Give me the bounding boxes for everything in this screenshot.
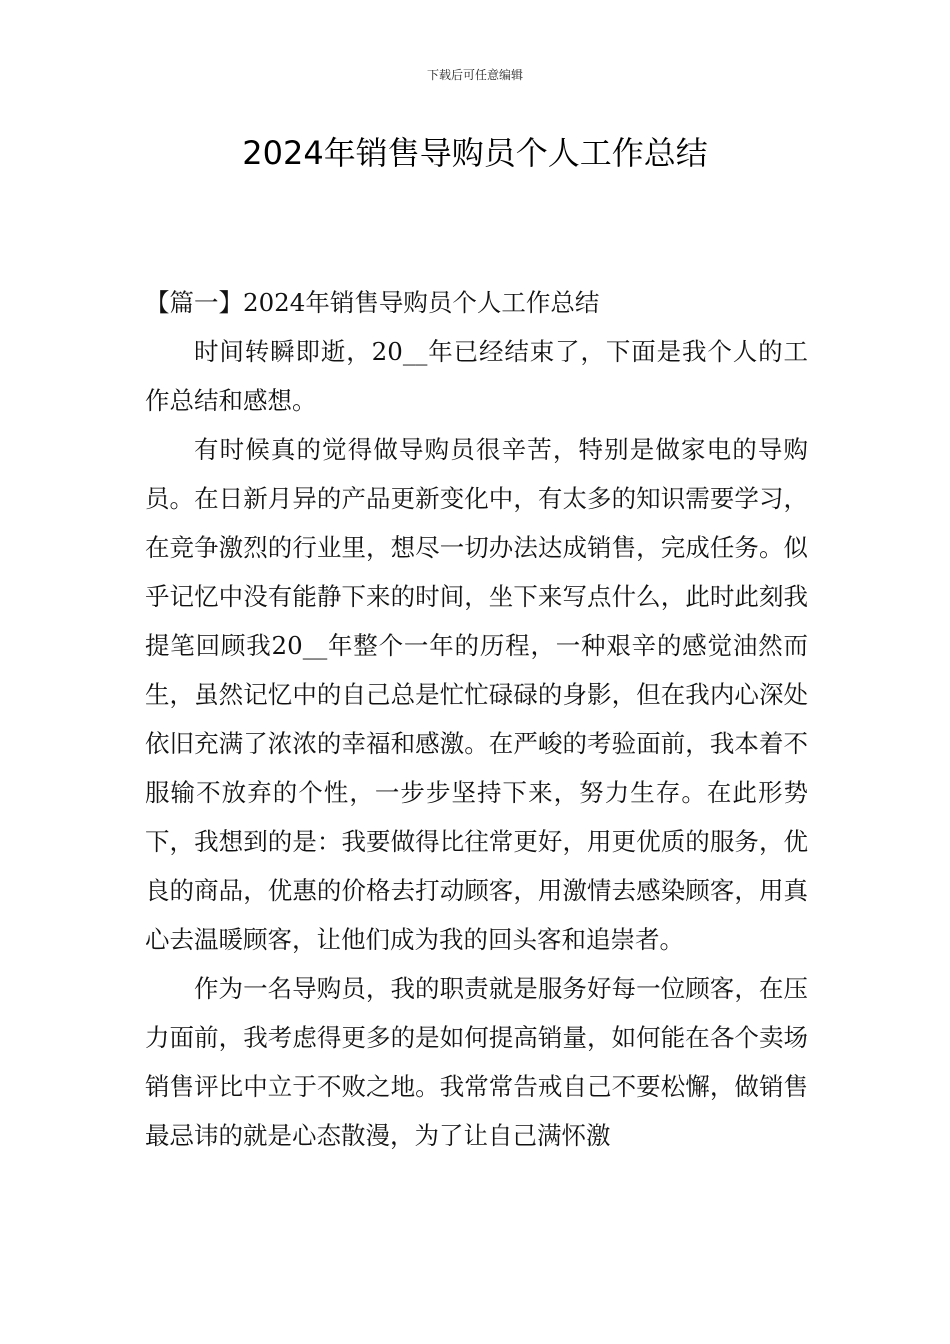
paragraph-1: 时间转瞬即逝，20__年已经结束了，下面是我个人的工作总结和感想。 bbox=[145, 337, 808, 415]
section-heading: 【篇一】2024年销售导购员个人工作总结 bbox=[145, 288, 600, 317]
document-title: 2024年销售导购员个人工作总结 bbox=[242, 134, 708, 172]
header-note: 下载后可任意编辑 bbox=[426, 68, 523, 82]
paragraph-3: 作为一名导购员，我的职责就是服务好每一位顾客，在压力面前，我考虑得更多的是如何提高销量，如何能在各个卖场销售评比中立于不败之地。我常常告戒自己不要松懈，做销售最忌讳的就是心态散漫，为了让自己满怀激 bbox=[145, 974, 808, 1150]
paragraph-2: 有时候真的觉得做导购员很辛苦，特别是做家电的导购员。在日新月异的产品更新变化中，有太多的知识需要学习，在竞争激烈的行业里，想尽一切办法达成销售，完成任务。似乎记忆中没有能静下来的时间，坐下来写点什么，此时此刻我提笔回顾我20__年整个一年的历程，一种艰辛的感觉油然而生，虽然记忆中的自己总是忙忙碌碌的身影，但在我内心深处依旧充满了浓浓的幸福和感激。在严峻的考验面前，我本着不服输不放弃的个性，一步步坚持下来，努力生存。在此形势下，我想到的是：我要做得比往常更好，用更优质的服务，优良的商品，优惠的价格去打动顾客，用激情去感染顾客，用真心去温暖顾客，让他们成为我的回头客和追崇者。 bbox=[145, 435, 808, 954]
document-body bbox=[145, 278, 808, 1160]
